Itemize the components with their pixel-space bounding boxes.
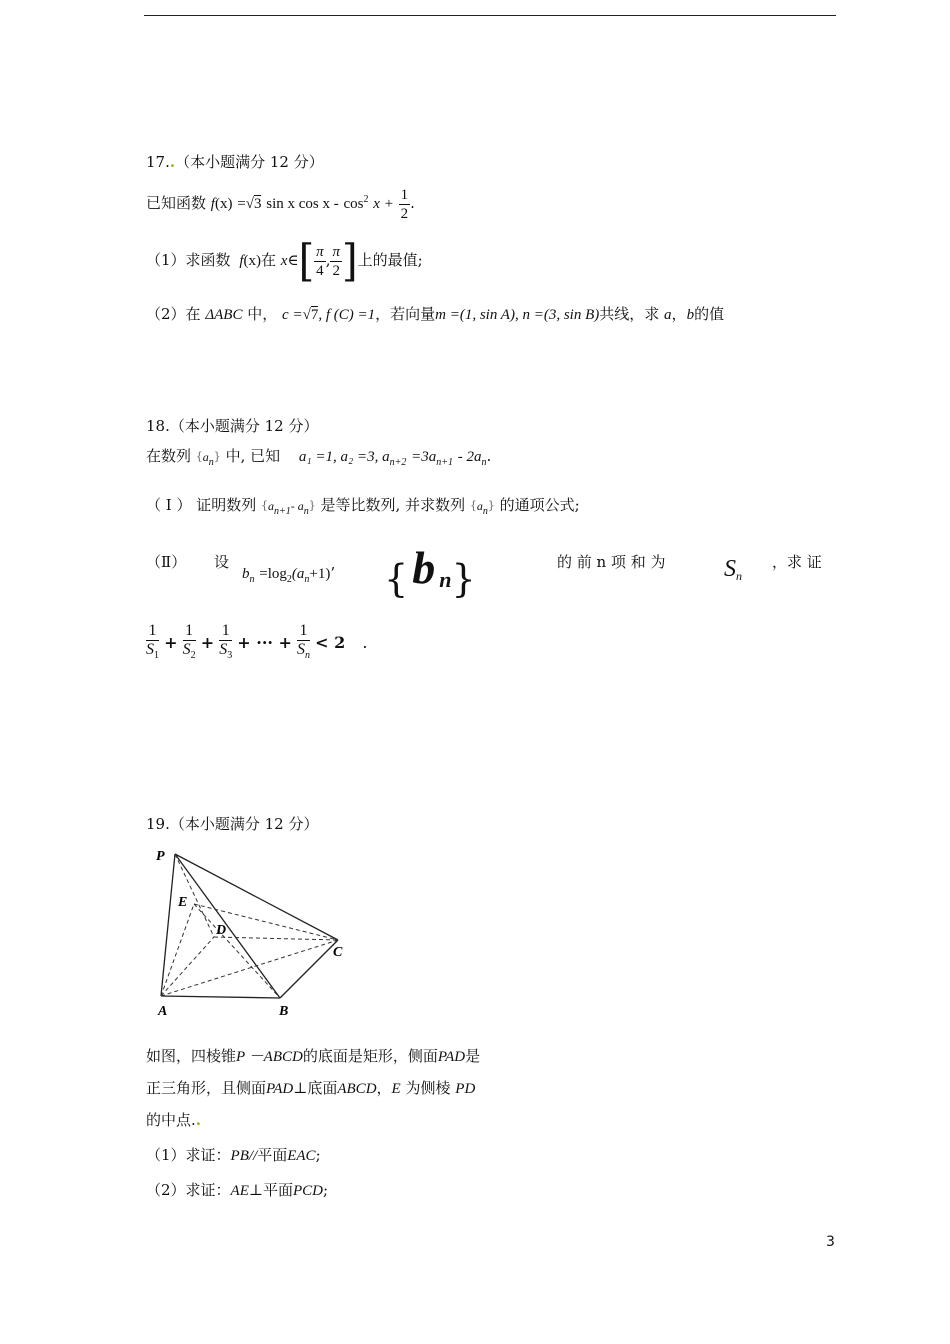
q18-p2-text-wrap [557,552,666,572]
q19-p2-m: AE [230,1183,249,1199]
q19-line2-b: ⊥底面 [293,1079,338,1097]
q18-part1 [146,490,580,527]
q17-p2-vectors: m =(1, sin A), n =(3, sin B) [435,307,600,323]
q17-p1-b-den: 2 [332,262,340,279]
q18-an-sub: n [208,457,214,468]
q18-p1-label: （ Ⅰ ） 证明数列 [146,496,257,514]
q18-term2 [183,622,196,665]
label-D: D [216,923,227,938]
q18-an: a [202,450,209,464]
q17-p2-a: a [664,307,672,323]
edge-PC [175,854,338,940]
q19-line2 [146,1078,475,1099]
header-rule [144,15,836,16]
q19-header [146,814,318,834]
q19-line2-pad: PAD [266,1081,294,1097]
q18-termn-S: S [297,641,306,658]
q17-p2-sqrt-sign: √ [302,307,311,323]
q19-line1-a: 如图，四棱锥 [146,1047,237,1065]
q17-header [146,152,324,172]
q18-p1-an: a [476,499,483,513]
q18-p2-bigb: b [412,542,436,593]
q17-end: . [410,194,415,212]
q18-cond2: =3a [411,449,437,465]
q18-p2-log-arg-sub: n [304,574,310,585]
q18-intro: 在数列 [146,447,192,465]
q17-half [399,186,411,223]
label-C: C [333,945,343,960]
q17-p1-comma: , [325,251,331,269]
q17-p1-rbracket: ] [341,235,358,287]
q17-p1-a-num: π [316,243,324,260]
q19-part2 [146,1180,328,1201]
q17-p1-in: 在 [261,251,277,269]
q17-expr3: x + [373,196,394,212]
q18-part2-label [146,552,186,572]
q19-part1 [146,1145,321,1166]
q18-p1-an-sub: n [482,506,488,517]
q18-cond3: - 2a [457,449,482,465]
q18-p2-sn: S [724,556,736,582]
q17-p1-a-den: 4 [316,262,324,279]
q18-termn [297,622,310,665]
q18-cond: a₁ =1, a₂ =3, a [298,449,390,465]
q17-func-arg: (x) [214,196,233,212]
q18-p1-minus: - a [290,499,304,513]
q18-term2-S: S [182,641,191,658]
label-A: A [158,1004,168,1019]
q18-p2-eq: =log [259,566,287,582]
q18-term3-S: S [219,641,228,658]
q17-eq: = [237,196,246,212]
q17-p1-arg: (x) [243,253,261,269]
q18-mid: 中, 已知 [225,447,281,465]
q18-term1 [146,622,159,665]
q18-term3 [219,622,232,665]
q18-points: （本小题满分 12 分） [169,417,319,435]
q18-p2-log-arg2: +1) [309,566,331,582]
q17-p1-lbracket: [ [298,235,315,287]
q19-line3-dot: . [195,1111,202,1129]
q17-part2 [146,304,724,325]
q17-p2-comma: ， [671,305,687,323]
q18-p2-bigb-lbrace: { [384,556,409,601]
q17-p2-zhong: 中， [247,305,278,323]
q17-sqrt-sign: √ [245,196,254,212]
q18-p2-she-wrap [214,552,229,572]
q18-term3-den [219,641,232,665]
q18-term1-S: S [146,641,154,658]
q19-line1-pad: PAD [437,1049,466,1065]
q17-p2-triangle: ΔABC [205,307,243,323]
q18-term1-den [146,641,159,665]
q18-p2-sn-sub: n [736,569,742,584]
q19-line3-a: 的中点. [146,1111,196,1129]
q18-p1-mid: 是等比数列, 并求数列 [320,496,466,514]
q18-p2-log-sub: 2 [286,574,292,585]
q19-p2-label: （2）求证： [146,1181,231,1199]
q18-number: 18. [146,417,170,435]
q18-p1-lbrace: { [261,499,269,512]
q18-intro-line [146,441,491,478]
q18-p1-sub2: n [303,506,309,517]
q18-term2-sub: 2 [190,650,196,662]
q19-line2-e: E [391,1081,401,1097]
q19-line1-c: 是 [465,1047,481,1065]
q17-number: 17. [146,153,170,171]
q18-termn-num: 1 [297,622,310,641]
q17-expr1: sin x cos x - [266,196,339,212]
q17-p1-b [330,243,342,280]
q17-half-den: 2 [400,205,409,222]
q18-p1-an-rbrace: } [487,499,495,512]
q18-p2-log-arg: (a [291,566,305,582]
q18-cond-sub1: n+2 [389,457,407,468]
edge-EB [194,904,280,998]
q19-line3 [146,1110,201,1130]
q17-func-name: f [210,196,215,212]
edge-DC [214,937,338,940]
q18-lt: < 2 [315,633,346,653]
q18-cond-end: . [486,447,492,465]
q18-p2-bn-sub: n [249,574,255,585]
q18-plus1: + [164,633,178,653]
q17-p2-c: c = [282,307,303,323]
q18-p1-tail: 的通项公式; [499,496,580,514]
label-E: E [178,895,188,910]
q19-line2-abcd: ABCD [337,1081,377,1097]
q18-termn-den [297,641,310,665]
q19-p2-b: ⊥平面 [248,1181,293,1199]
q19-line1 [146,1046,480,1067]
q19-p1-end: ; [315,1146,321,1164]
q17-p1-x: x∈ [280,253,299,269]
edge-PB [175,854,280,998]
q19-p2-pcd: PCD [292,1183,323,1199]
q18-p2-bigb-rbrace: } [451,556,476,601]
q18-p1-rbrace: } [308,499,316,512]
q17-p1-tail: 上的最值; [357,251,423,269]
q17-points: （本小题满分 12 分） [175,153,324,171]
q17-p2-label: （2）在 [146,305,201,323]
q18-ineq-end: . [362,633,368,653]
q18-dots: + ··· + [237,633,292,653]
q17-sqrt-arg: 3 [253,196,262,212]
q19-p1-label: （1）求证： [146,1146,231,1164]
q18-cond-sub3: n [481,457,487,468]
q17-p1-func: f [239,253,244,269]
edge-AC [161,940,338,996]
edge-AD [161,937,214,996]
q18-term2-num: 1 [183,622,196,641]
q17-p1-b-num: π [332,243,340,260]
q18-p2-bigb-wrap [384,540,476,608]
q18-p1-an-lbrace: { [469,499,477,512]
q19-p2-end: ; [322,1181,329,1199]
q19-line2-pd: PD [455,1081,476,1097]
q19-line2-a: 正三角形，且侧面 [146,1079,267,1097]
q18-plus2: + [200,633,215,653]
q19-line2-c: ， [376,1079,392,1097]
q18-p2-bigb-sub: n [439,567,452,593]
q19-p1-b: 平面 [257,1146,288,1164]
q17-dot: . [169,153,176,171]
q18-p2-apos: ’ [330,564,336,582]
q18-p2-tail: ，求 证 [772,553,822,571]
q18-p2-she: 设 [214,553,230,571]
label-P: P [156,849,165,864]
q17-expr2: cos [343,196,364,212]
q19-p1-eac: EAC [287,1148,316,1164]
q19-number: 19. [146,815,170,833]
q19-line2-d: 为侧棱 [405,1079,451,1097]
q18-p2-bn-def [242,563,335,590]
q17-part1 [146,235,423,287]
q18-p2-text: 的 前 n 项 和 为 [557,553,666,571]
q17-intro: 已知函数 [146,194,207,212]
q18-p2-sn-wrap [724,556,742,584]
q19-p1-m: PB// [230,1148,258,1164]
edge-PA [161,854,175,996]
q17-square: 2 [363,194,369,205]
q18-termn-sub: n [305,650,311,662]
q18-term1-num: 1 [146,622,159,641]
q17-half-num: 1 [400,186,409,203]
q18-inequality [146,622,367,665]
q18-cond-sub2: n+1 [436,457,453,468]
q17-function-def [146,180,415,224]
q17-p2-tail2: 的值 [694,305,725,323]
q18-term1-sub: 1 [154,650,159,662]
q17-p2-fc: , f (C) =1 [318,307,376,323]
label-B: B [279,1004,289,1019]
q19-line1-m: P －ABCD [236,1049,303,1065]
q17-p1-a [314,243,326,280]
q18-p1-seq: a [268,499,275,513]
q18-p1-sub1: n+1 [274,506,291,517]
q18-p2-tail-wrap [772,552,822,572]
page-number: 3 [826,1234,835,1250]
q18-p2-bn: b [242,566,250,582]
q17-p2-b: b [686,307,695,323]
edge-AB [161,996,280,998]
q18-an-rbrace: } [213,450,221,463]
q18-an-lbrace: { [195,450,203,463]
q19-points: （本小题满分 12 分） [169,815,319,833]
pyramid-figure [150,842,360,1022]
q17-p2-tail1: 共线，求 [599,305,660,323]
q17-p1-label: （1）求函数 [146,251,231,269]
q18-term3-num: 1 [219,622,232,641]
q17-p2-mid: ，若向量 [375,305,436,323]
q18-header [146,416,318,436]
q18-term2-den [183,641,196,665]
q17-p2-sqrt: 7 [310,307,319,323]
q18-term3-sub: 3 [227,650,233,662]
q18-p2-label: （Ⅱ） [146,553,187,571]
q19-line1-b: 的底面是矩形，侧面 [302,1047,438,1065]
